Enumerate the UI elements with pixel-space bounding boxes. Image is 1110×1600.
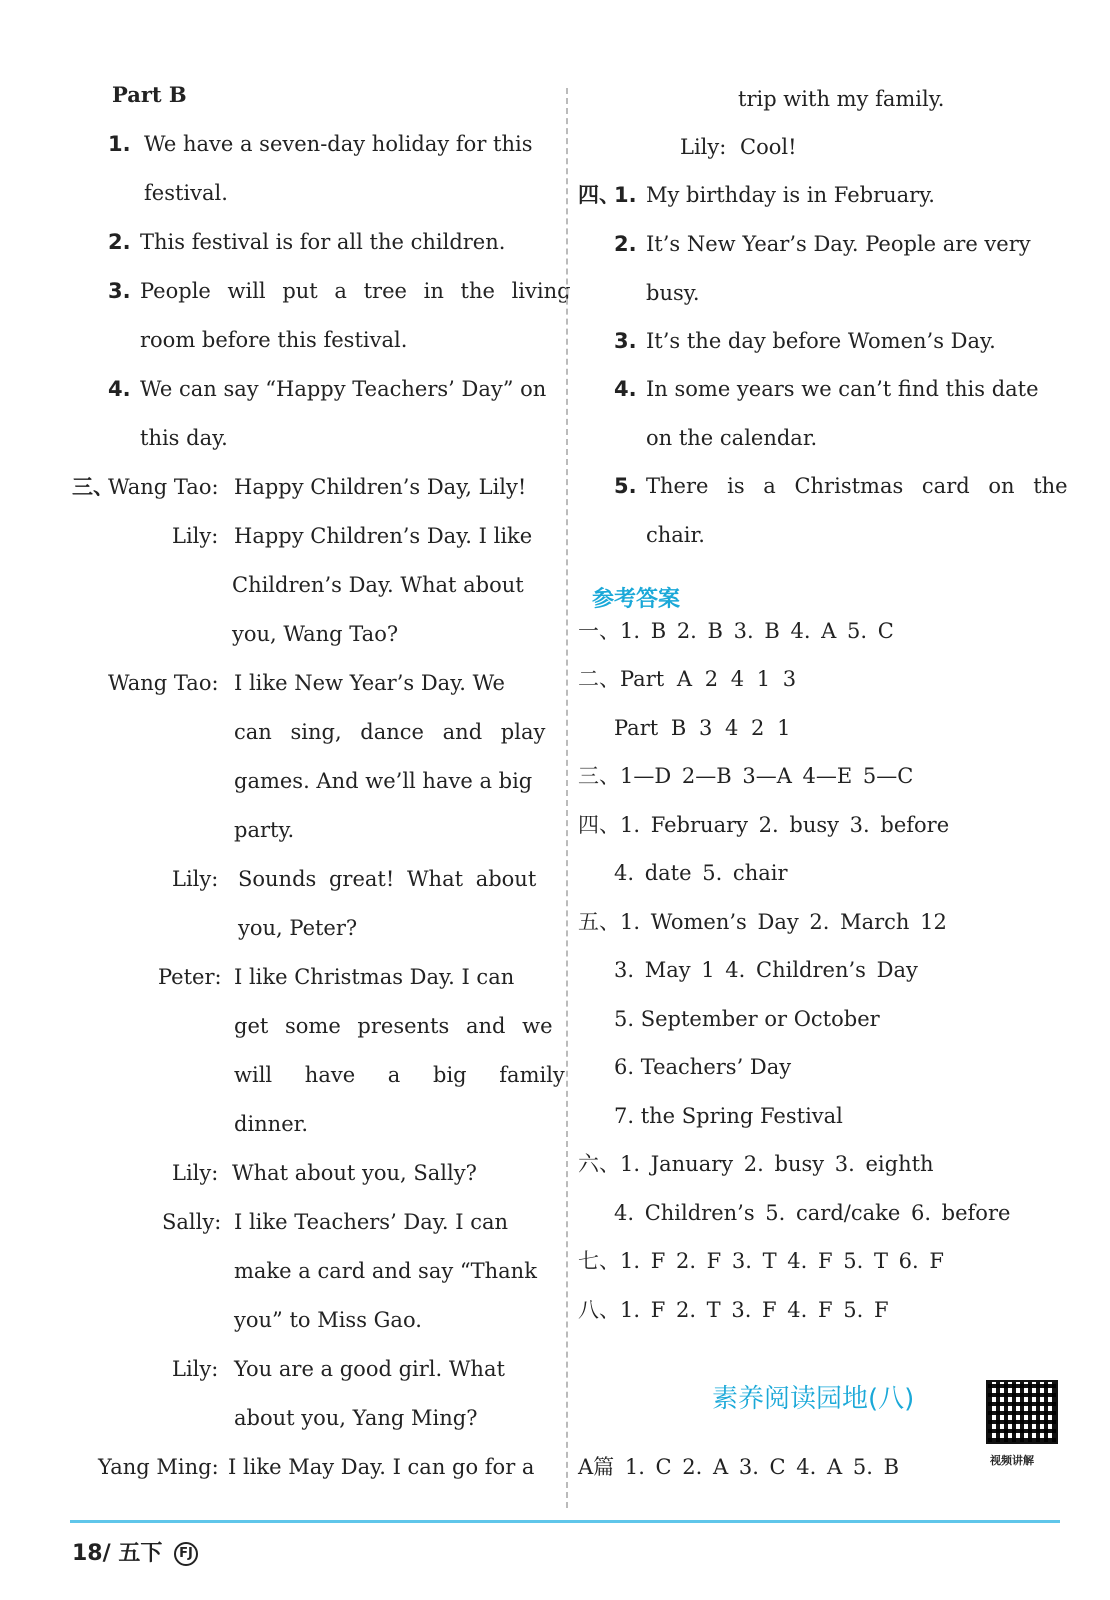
text-line: this day. [140, 426, 228, 450]
reading-section-title: 素养阅读园地(八) [712, 1384, 915, 1414]
speaker: Lily: [172, 524, 219, 548]
speaker: Yang Ming: [98, 1455, 219, 1479]
speaker: Sally: [162, 1210, 222, 1234]
answer-line: 八、1. F 2. T 3. F 4. F 5. F [578, 1298, 889, 1322]
text-line: Children’s Day. What about [232, 573, 524, 597]
item-number: 3. [108, 279, 131, 303]
answer-line: A篇 1. C 2. A 3. C 4. A 5. B [578, 1455, 899, 1479]
page-number: 18/ [72, 1541, 111, 1566]
text-line: room before this festival. [140, 328, 408, 352]
answer-line: 三、1—D 2—B 3—A 4—E 5—C [578, 764, 914, 788]
speaker: Lily: [172, 867, 219, 891]
item-number: 2. [108, 230, 131, 254]
answer-line: 二、Part A 2 4 1 3 [578, 667, 797, 691]
text-line: can sing, dance and play [234, 720, 546, 744]
answer-line: 6. Teachers’ Day [614, 1055, 792, 1079]
speaker: Peter: [158, 965, 222, 989]
answer-line: 七、1. F 2. F 3. T 4. F 5. T 6. F [578, 1249, 944, 1273]
text-line: you, Wang Tao? [232, 622, 399, 646]
text-line: make a card and say “Thank [234, 1259, 537, 1283]
text-line: There is a Christmas card on the [646, 474, 1068, 498]
answer-line: 四、1. February 2. busy 3. before [578, 813, 950, 837]
text-line: games. And we’ll have a big [234, 769, 533, 793]
grade-label: 五下 [118, 1541, 163, 1566]
text-line: People will put a tree in the living [140, 279, 571, 303]
item-number: 4. [108, 377, 131, 401]
answers-heading: 参考答案 [592, 587, 681, 612]
text-line: chair. [646, 523, 705, 547]
page-footer [72, 1536, 198, 1567]
text-line: In some years we can’t find this date [646, 377, 1039, 401]
answer-line: 六、1. January 2. busy 3. eighth [578, 1152, 934, 1176]
item-number: 3. [614, 329, 637, 353]
text-line: party. [234, 818, 295, 842]
item-number: 1. [614, 183, 637, 207]
answer-line: 一、1. B 2. B 3. B 4. A 5. C [578, 619, 894, 643]
text-line: Happy Children’s Day. I like [234, 524, 533, 548]
section-marker: 四、 [578, 182, 620, 207]
text-line: you” to Miss Gao. [234, 1308, 422, 1332]
text-line: Sounds great! What about [238, 867, 537, 891]
answer-line: 3. May 1 4. Children’s Day [614, 958, 918, 982]
item-number: 5. [614, 474, 637, 498]
text-line: festival. [144, 181, 228, 205]
section-marker: 三、 [72, 474, 114, 499]
text-line: get some presents and we [234, 1014, 553, 1038]
text-line: It’s the day before Women’s Day. [646, 329, 996, 353]
speaker: Lily: [680, 135, 727, 159]
text-line: dinner. [234, 1112, 309, 1136]
column-divider [566, 88, 568, 1508]
text-line: My birthday is in February. [646, 183, 935, 207]
speaker: Lily: [172, 1161, 219, 1185]
part-b-heading: Part B [112, 82, 187, 107]
answer-line: 五、1. Women’s Day 2. March 12 [578, 910, 947, 934]
text-line: We can say “Happy Teachers’ Day” on [140, 377, 547, 401]
speaker: Wang Tao: [108, 671, 219, 695]
qr-caption: 视频讲解 [990, 1454, 1034, 1467]
text-line: Happy Children’s Day, Lily! [234, 475, 527, 499]
answer-line: 7. the Spring Festival [614, 1104, 843, 1128]
edition-badge: FJ [174, 1542, 198, 1566]
item-number: 1. [108, 132, 131, 156]
speaker: Lily: [172, 1357, 219, 1381]
qr-code-icon[interactable] [986, 1380, 1058, 1444]
answer-line: Part B 3 4 2 1 [614, 716, 791, 740]
text-line: trip with my family. [738, 87, 945, 111]
text-line: What about you, Sally? [232, 1161, 477, 1185]
text-line: I like Christmas Day. I can [234, 965, 515, 989]
text-line: you, Peter? [238, 916, 358, 940]
text-line: about you, Yang Ming? [234, 1406, 478, 1430]
item-number: 4. [614, 377, 637, 401]
text-line: We have a seven-day holiday for this [144, 132, 533, 156]
text-line: You are a good girl. What [234, 1357, 505, 1381]
text-line: I like May Day. I can go for a [228, 1455, 535, 1479]
text-line: on the calendar. [646, 426, 818, 450]
answer-line: 5. September or October [614, 1007, 880, 1031]
footer-rule [70, 1520, 1060, 1523]
text-line: Cool! [740, 135, 797, 159]
text-line: This festival is for all the children. [140, 230, 506, 254]
text-line: will have a big family [234, 1063, 565, 1087]
text-line: I like New Year’s Day. We [234, 671, 505, 695]
text-line: It’s New Year’s Day. People are very [646, 232, 1031, 256]
text-line: busy. [646, 281, 700, 305]
speaker: Wang Tao: [108, 475, 219, 499]
item-number: 2. [614, 232, 637, 256]
answer-line: 4. date 5. chair [614, 861, 788, 885]
text-line: I like Teachers’ Day. I can [234, 1210, 508, 1234]
answer-line: 4. Children’s 5. card/cake 6. before [614, 1201, 1011, 1225]
